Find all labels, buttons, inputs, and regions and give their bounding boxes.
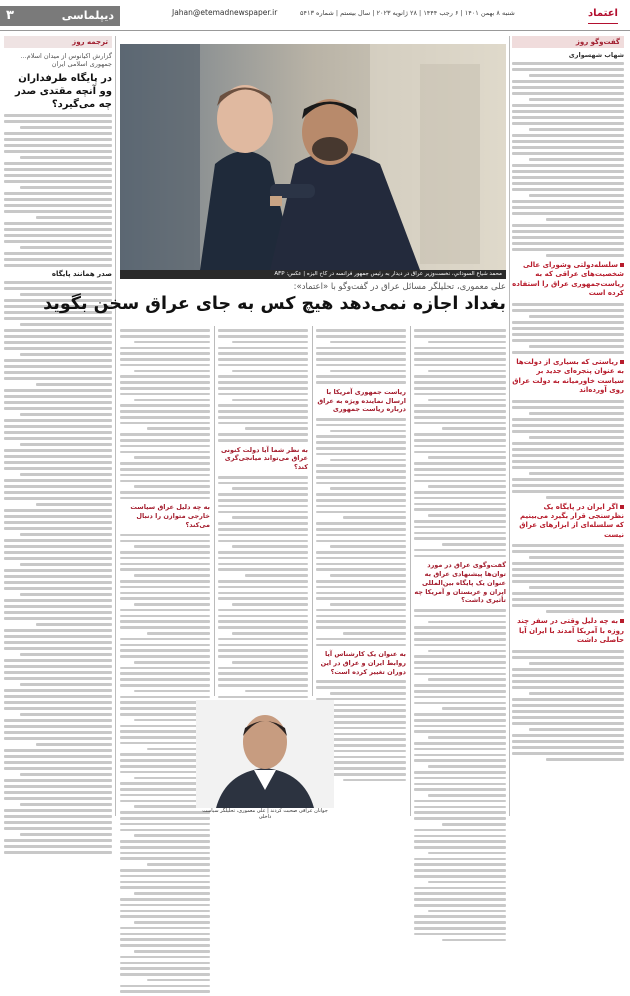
body-text — [218, 329, 308, 441]
right-highlight-2: ریاستی که بسیاری از دولت‌ها به عنوان پنجره‌ای جدید بر سیاست خاورمیانه به دولت عراق روی آورده‌اند — [512, 357, 624, 395]
right-column — [512, 36, 624, 816]
right-column-text-3 — [512, 400, 624, 499]
analyst-portrait — [196, 700, 334, 808]
left-column-quote: صدر همانند پایگاه — [51, 269, 112, 278]
question-4: به نظر شما آیا دولت کنونی عراق می‌تواند میانجی‌گری کند؟ — [220, 445, 308, 472]
newspaper-logo: اعتماد — [588, 5, 618, 24]
question-3: به عنوان یک کارشناس آیا روابط ایران و عراق در این دوران تغییر کرده است؟ — [320, 650, 406, 676]
left-column-subtitle: گزارش اکیانوس از میدان اسلام... جمهوری اسلامی ایران — [20, 52, 112, 69]
section-title: دیپلماسی — [61, 9, 114, 22]
body-text — [316, 329, 406, 384]
right-highlight-4: به چه دلیل وقتی در سفر چند روزه با آمریکا آمدند با ایران آیا حاصلی داشت — [517, 617, 624, 645]
body-column-4 — [120, 326, 210, 996]
right-column-text-4 — [512, 544, 624, 613]
page-number: ۳ — [6, 8, 14, 23]
column-divider — [214, 326, 215, 696]
site-email[interactable]: Jahan@etemadnewspaper.ir — [172, 8, 278, 17]
photo-illustration — [120, 44, 506, 270]
right-column-text-2 — [512, 303, 624, 354]
header-rule — [0, 30, 630, 31]
left-column-text — [4, 114, 112, 267]
column-divider — [410, 326, 411, 816]
article-kicker: علی معموری، تحلیلگر مسائل عراق در گفت‌وگو با «اعتماد»: — [293, 282, 506, 292]
right-column-text-5 — [512, 650, 624, 761]
left-column-tag: ترجمه روز — [4, 36, 112, 48]
body-text — [120, 329, 210, 499]
article-photo — [120, 44, 506, 270]
column-divider — [115, 36, 116, 816]
body-text — [414, 609, 506, 941]
photo-caption: محمد شیاع السوداني، نخست‌وزیر عراق در دیدار به رئیس جمهور فرانسه در کاخ الیزه | عکس: AFP — [120, 270, 506, 279]
left-column-title[interactable]: در پایگاه طرفداران وو آنچه مقتدی صدر چه می‌گیرد؟ — [15, 72, 112, 110]
body-text — [218, 476, 308, 704]
left-column-text-2 — [4, 281, 112, 854]
body-column-3 — [218, 326, 308, 707]
right-highlight-3: اگر ایران در پایگاه یک نظر‌سنجی قرار بگیرد می‌بینیم که سلسله‌ای از ابزارهای عراق نیست — [519, 502, 624, 539]
article-headline[interactable]: بغداد اجازه نمی‌دهد هیچ کس به جای عراق سخن بگوید — [43, 294, 506, 314]
page-header — [0, 0, 630, 30]
issue-date: شنبه ۸ بهمن ۱۴۰۱ | ۶ رجب ۱۴۴۴ | ۲۸ ژانویه ۲۰۲۳ | سال بیستم | شماره ۵۴۱۳ — [300, 9, 515, 17]
body-column-1 — [414, 326, 506, 944]
portrait-illustration — [196, 700, 334, 808]
right-column-byline: شهاب شهسواری — [568, 51, 624, 59]
column-divider — [509, 36, 510, 816]
question-1: گفت‌وگوی عراق در مورد توان‌ها پیشنهادی عراق به عنوان یک پایگاه بین‌المللی ایران و عربستان و آمریکا چه تأثیری داشت؟ — [414, 561, 506, 605]
section-banner — [0, 6, 120, 26]
left-column — [4, 36, 112, 816]
right-column-tag: گفت‌وگو روز — [512, 36, 624, 48]
body-text — [316, 418, 406, 646]
right-highlight-1: سلسله‌دولتی وشورای عالی شخصیت‌های عراقی که به ریاست‌جمهوری عراق را استفاده کرده است — [512, 261, 624, 298]
question-5: به چه دلیل عراق سیاست خارجی متوازن را دنبال می‌کند؟ — [130, 503, 210, 529]
body-text — [414, 329, 506, 557]
portrait-caption: جوانان عراقی صحبت کردند | علی معموری، تحلیلگر سیاست داخلی — [202, 808, 328, 820]
right-column-text — [512, 62, 624, 257]
question-2: ریاست جمهوری آمریکا با ارسال نماینده ویژه به عراق درباره ریاست جمهوری — [317, 387, 406, 414]
column-divider — [312, 326, 313, 696]
